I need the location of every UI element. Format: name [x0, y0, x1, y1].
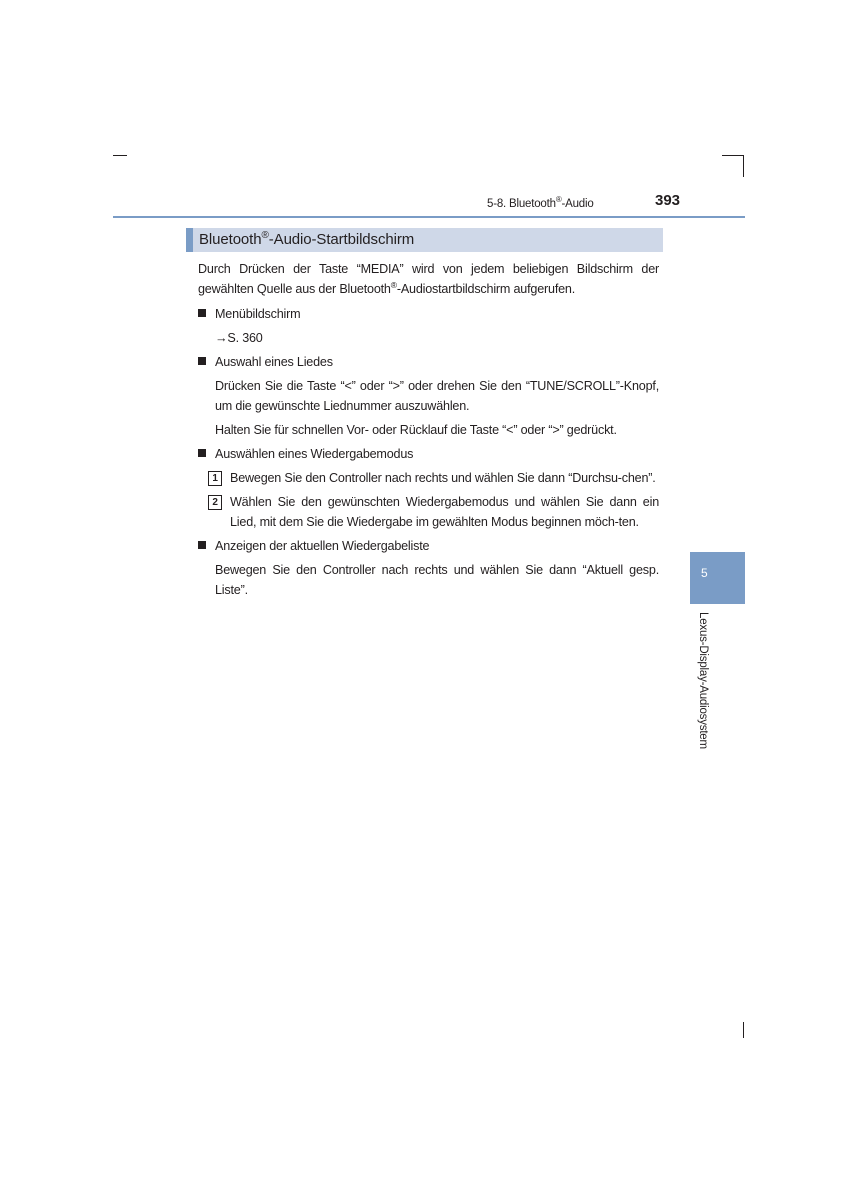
crop-mark-top-left — [113, 155, 127, 156]
step-2 — [198, 492, 659, 532]
subheading-song: Auswahl eines Liedes — [198, 352, 659, 372]
arrow-right-icon: → — [215, 331, 228, 345]
crop-mark-bottom-right — [743, 1022, 744, 1038]
page-number: 393 — [655, 192, 681, 209]
song-paragraph-1: Drücken Sie die Taste “<” oder “>” oder drehen Sie den “TUNE/SCROLL”-Knopf, um die gewünschte Liednummer auszuwählen. — [215, 379, 659, 413]
step-number: 1 — [208, 471, 222, 486]
chapter-tab: 5 — [690, 552, 745, 604]
step-text: Bewegen Sie den Controller nach rechts und wählen Sie dann “Durchsu-chen”. — [230, 471, 656, 485]
menu-reference: →S. 360 — [215, 331, 263, 345]
subheading-mode: Auswählen eines Wiedergabemodus — [198, 444, 659, 464]
chapter-label: Lexus-Display-Audiosystem — [697, 612, 709, 749]
header-rule — [113, 216, 745, 218]
playlist-paragraph: Bewegen Sie den Controller nach rechts und wählen Sie dann “Aktuell gesp. Liste”. — [215, 563, 659, 597]
step-1 — [198, 468, 659, 488]
subheading-playlist: Anzeigen der aktuellen Wiedergabeliste — [198, 536, 659, 556]
intro-paragraph: Durch Drücken der Taste “MEDIA” wird von jedem beliebigen Bildschirm der gewählten Quelle aus der Bluetooth®-Audiostartbildschirm aufgerufen. — [198, 262, 659, 296]
bullet-square-icon — [198, 449, 206, 457]
bullet-square-icon — [198, 309, 206, 317]
song-paragraph-2: Halten Sie für schnellen Vor- oder Rücklauf die Taste “<” oder “>” gedrückt. — [215, 423, 617, 437]
section-title: Bluetooth®-Audio-Startbildschirm — [186, 228, 663, 252]
step-number: 2 — [208, 495, 222, 510]
bullet-square-icon — [198, 357, 206, 365]
crop-mark-top-right-v — [743, 155, 744, 177]
subheading-menu: Menübildschirm — [198, 304, 659, 324]
crop-mark-top-right-h — [722, 155, 744, 156]
step-text: Wählen Sie den gewünschten Wiedergabemodus und wählen Sie dann ein Lied, mit dem Sie die Wiedergabe im gewählten Modus beginnen möch-ten. — [230, 495, 659, 529]
main-content — [198, 259, 659, 600]
bullet-square-icon — [198, 541, 206, 549]
running-header: 5-8. Bluetooth®-Audio — [487, 195, 594, 210]
